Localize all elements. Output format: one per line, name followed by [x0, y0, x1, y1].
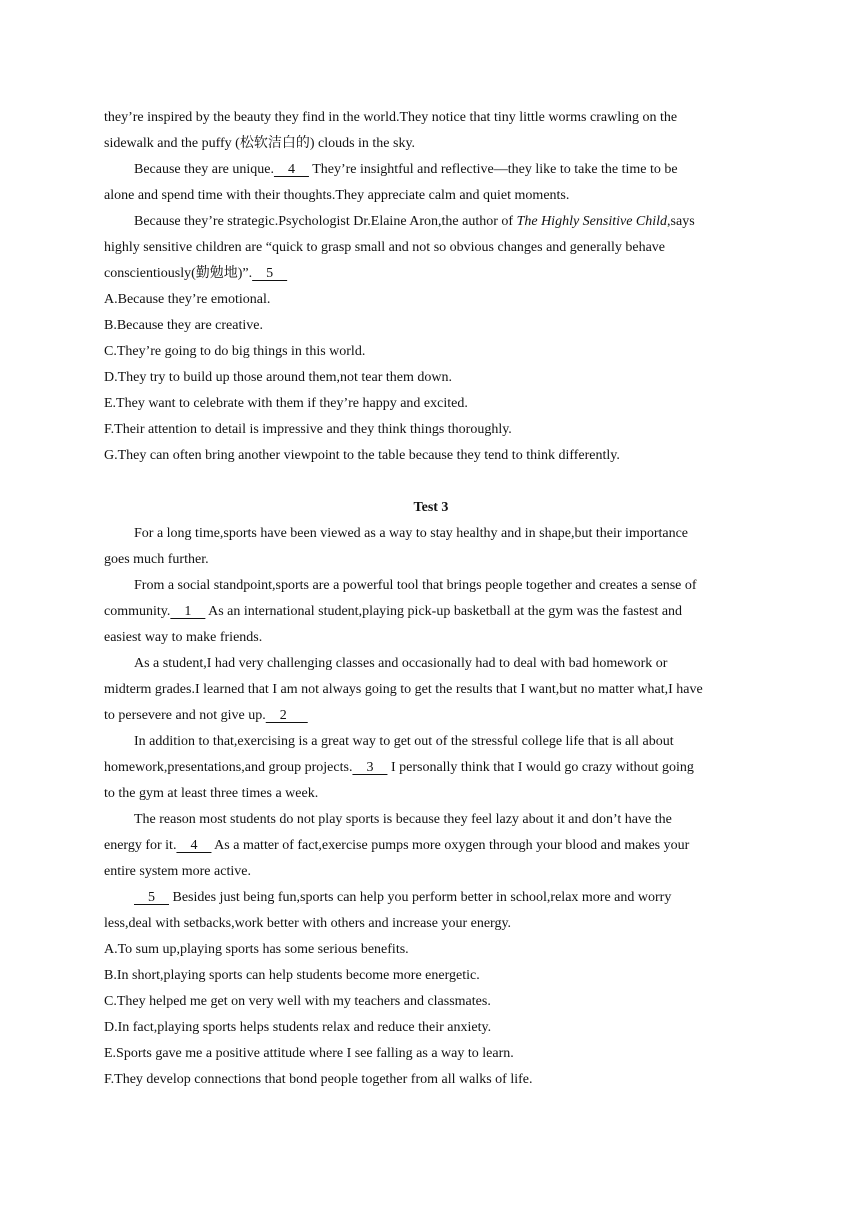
paragraph-line — [104, 209, 758, 235]
text-run: Besides just being fun,sports can help you perform better in school,relax more and worry — [169, 890, 672, 905]
answer-blank-4: 4 — [176, 838, 212, 853]
option-item: D.In fact,playing sports helps students relax and reduce their anxiety. — [104, 1020, 492, 1035]
paragraph-line: From a social standpoint,sports are a powerful tool that brings people together and creates a sense of — [134, 578, 697, 593]
paragraph-line: For a long time,sports have been viewed as a way to stay healthy and in shape,but their importance — [134, 526, 689, 541]
text-run: Because they are unique. — [134, 162, 274, 177]
paragraph-line: easiest way to make friends. — [104, 630, 263, 645]
paragraph-line: to the gym at least three times a week. — [104, 786, 319, 801]
paragraph-line: alone and spend time with their thoughts.They appreciate calm and quiet moments. — [104, 188, 570, 203]
text-run: homework,presentations,and group projects. — [104, 760, 353, 775]
answer-blank-5: 5 — [134, 890, 169, 905]
option-item: C.They’re going to do big things in this world. — [104, 344, 366, 359]
option-item: B.In short,playing sports can help students become more energetic. — [104, 968, 480, 983]
option-item: B.Because they are creative. — [104, 318, 263, 333]
paragraph-line: midterm grades.I learned that I am not always going to get the results that I want,but no matter what,I have — [104, 682, 703, 697]
paragraph-line — [104, 755, 758, 781]
answer-blank-2: 2 — [265, 708, 308, 723]
text-run: As a matter of fact,exercise pumps more oxygen through your blood and makes your — [211, 838, 690, 853]
paragraph-line: goes much further. — [104, 552, 209, 567]
text-run: They’re insightful and reflective—they like to take the time to be — [308, 162, 678, 177]
document-body — [104, 105, 758, 1093]
text-run: ,says — [667, 214, 695, 229]
option-item: A.To sum up,playing sports has some serious benefits. — [104, 942, 409, 957]
answer-blank-3: 3 — [352, 760, 388, 775]
answer-blank-4: 4 — [273, 162, 309, 177]
answer-blank-1: 1 — [170, 604, 206, 619]
option-item: D.They try to build up those around them,not tear them down. — [104, 370, 452, 385]
paragraph-line: less,deal with setbacks,work better with others and increase your energy. — [104, 916, 512, 931]
text-run: community. — [104, 604, 171, 619]
option-item: F.Their attention to detail is impressive and they think things thoroughly. — [104, 422, 512, 437]
paragraph-line: they’re inspired by the beauty they find in the world.They notice that tiny little worms crawling on the — [104, 110, 678, 125]
text-run: I personally think that I would go crazy without going — [387, 760, 694, 775]
text-run: conscientiously(勤勉地)”. — [104, 266, 253, 281]
paragraph-line: As a student,I had very challenging classes and occasionally had to deal with bad homework or — [134, 656, 668, 671]
book-title: The Highly Sensitive Child — [516, 214, 668, 229]
text-run: energy for it. — [104, 838, 177, 853]
paragraph-line: entire system more active. — [104, 864, 251, 879]
paragraph-line: In addition to that,exercising is a great way to get out of the stressful college life that is all about — [134, 734, 674, 749]
text-run: to persevere and not give up. — [104, 708, 266, 723]
option-item: E.They want to celebrate with them if they’re happy and excited. — [104, 396, 468, 411]
section-title: Test 3 — [413, 500, 449, 515]
paragraph-line — [104, 703, 758, 729]
option-item: C.They helped me get on very well with my teachers and classmates. — [104, 994, 491, 1009]
paragraph-line — [104, 157, 758, 183]
text-run: Because they’re strategic.Psychologist Dr.Elaine Aron,the author of — [134, 214, 517, 229]
text-run: As an international student,playing pick-up basketball at the gym was the fastest and — [205, 604, 683, 619]
paragraph-line — [104, 261, 758, 287]
paragraph-line — [104, 599, 758, 625]
option-item: A.Because they’re emotional. — [104, 292, 271, 307]
option-item: F.They develop connections that bond people together from all walks of life. — [104, 1072, 533, 1087]
option-item: G.They can often bring another viewpoint to the table because they tend to think differently. — [104, 448, 620, 463]
paragraph-line: highly sensitive children are “quick to grasp small and not so obvious changes and generally behave — [104, 240, 666, 255]
paragraph-line — [104, 885, 758, 911]
paragraph-line — [104, 833, 758, 859]
paragraph-line: The reason most students do not play sports is because they feel lazy about it and don’t have the — [134, 812, 672, 827]
answer-blank-5: 5 — [252, 266, 288, 281]
paragraph-line: sidewalk and the puffy (松软洁白的) clouds in the sky. — [104, 136, 416, 151]
option-item: E.Sports gave me a positive attitude where I see falling as a way to learn. — [104, 1046, 514, 1061]
